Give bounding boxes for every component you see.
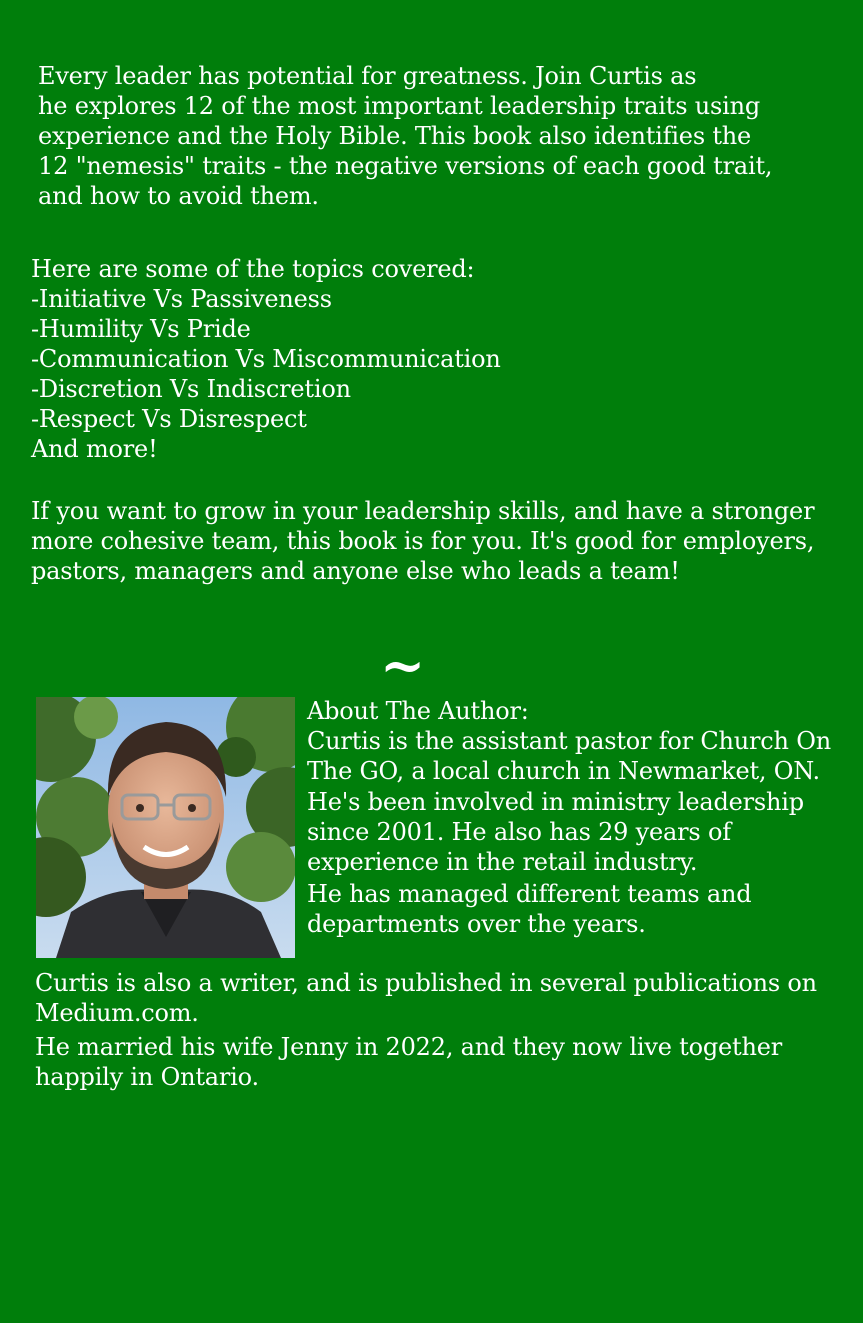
author-line: since 2001. He also has 29 years of (307, 818, 731, 846)
topics-heading: Here are some of the topics covered: (31, 255, 475, 283)
author-line: departments over the years. (307, 910, 646, 938)
tilde-divider: ~ (380, 633, 426, 697)
topic-item: -Initiative Vs Passiveness (31, 285, 332, 313)
pitch-line: If you want to grow in your leadership skills, and have a stronger (31, 497, 815, 525)
intro-line: Every leader has potential for greatness. Join Curtis as (38, 62, 697, 90)
bio-line: happily in Ontario. (35, 1063, 259, 1091)
author-line: He has managed different teams and (307, 880, 752, 908)
author-portrait-icon (36, 697, 295, 958)
topics-closing: And more! (31, 435, 158, 463)
bio-line: Medium.com. (35, 999, 199, 1027)
pitch-line: more cohesive team, this book is for you. It's good for employers, (31, 527, 815, 555)
author-line: Curtis is the assistant pastor for Church On (307, 727, 831, 755)
topic-item: -Respect Vs Disrespect (31, 405, 307, 433)
author-line: The GO, a local church in Newmarket, ON. (307, 757, 820, 785)
topic-item: -Humility Vs Pride (31, 315, 251, 343)
author-line: He's been involved in ministry leadership (307, 788, 804, 816)
pitch-line: pastors, managers and anyone else who leads a team! (31, 557, 680, 585)
bio-line: Curtis is also a writer, and is published in several publications on (35, 969, 817, 997)
about-author-heading: About The Author: (307, 697, 529, 725)
topic-item: -Discretion Vs Indiscretion (31, 375, 351, 403)
author-photo (36, 697, 295, 958)
author-line: experience in the retail industry. (307, 848, 698, 876)
intro-line: 12 "nemesis" traits - the negative versions of each good trait, (38, 152, 773, 180)
bio-line: He married his wife Jenny in 2022, and they now live together (35, 1033, 782, 1061)
intro-line: he explores 12 of the most important leadership traits using (38, 92, 761, 120)
intro-line: and how to avoid them. (38, 182, 319, 210)
topic-item: -Communication Vs Miscommunication (31, 345, 501, 373)
intro-line: experience and the Holy Bible. This book also identifies the (38, 122, 752, 150)
